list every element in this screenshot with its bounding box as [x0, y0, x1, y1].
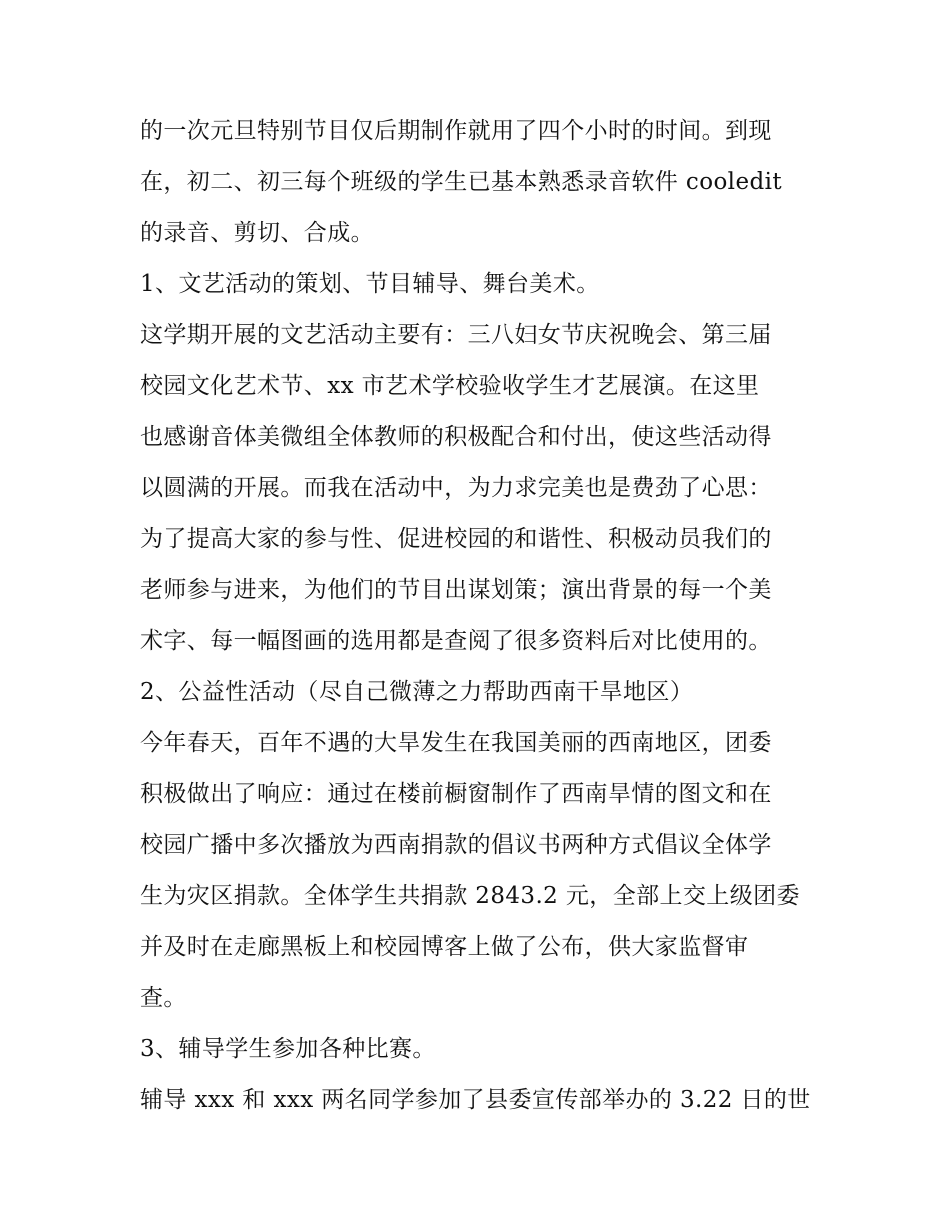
body-text-line: 的一次元旦特别节目仅后期制作就用了四个小时的时间。到现	[140, 118, 772, 144]
body-text-line: 也感谢音体美微组全体教师的积极配合和付出，使这些活动得	[140, 424, 772, 450]
section-heading-2: 2、公益性活动（尽自己微薄之力帮助西南干旱地区）	[140, 679, 694, 705]
body-text-line: 这学期开展的文艺活动主要有：三八妇女节庆祝晚会、第三届	[140, 322, 772, 348]
body-text-line: 为了提高大家的参与性、促进校园的和谐性、积极动员我们的	[140, 526, 772, 552]
body-text-line: 校园广播中多次播放为西南捐款的倡议书两种方式倡议全体学	[140, 832, 772, 858]
body-text-line: 的录音、剪切、合成。	[140, 220, 374, 246]
body-text-line: 查。	[140, 985, 187, 1011]
body-text-line: 以圆满的开展。而我在活动中，为力求完美也是费劲了心思：	[140, 475, 772, 501]
body-text-line: 今年春天，百年不遇的大旱发生在我国美丽的西南地区，团委	[140, 730, 772, 756]
body-text-line: 校园文化艺术节、xx 市艺术学校验收学生才艺展演。在这里	[140, 373, 760, 399]
body-text-line: 术字、每一幅图画的选用都是查阅了很多资料后对比使用的。	[140, 628, 772, 654]
body-text-line: 生为灾区捐款。全体学生共捐款 2843.2 元，全部上交上级团委	[140, 883, 800, 909]
body-text-line: 在，初二、初三每个班级的学生已基本熟悉录音软件 cooledit	[140, 169, 782, 195]
document-body	[140, 106, 820, 1126]
body-text-line: 辅导 xxx 和 xxx 两名同学参加了县委宣传部举办的 3.22 日的世	[140, 1087, 811, 1113]
body-text-line: 老师参与进来，为他们的节目出谋划策；演出背景的每一个美	[140, 577, 772, 603]
section-heading-3: 3、辅导学生参加各种比赛。	[140, 1036, 436, 1062]
section-heading-1: 1、文艺活动的策划、节目辅导、舞台美术。	[140, 271, 600, 297]
body-text-line: 积极做出了响应：通过在楼前橱窗制作了西南旱情的图文和在	[140, 781, 772, 807]
body-text-line: 并及时在走廊黑板上和校园博客上做了公布，供大家监督审	[140, 934, 749, 960]
